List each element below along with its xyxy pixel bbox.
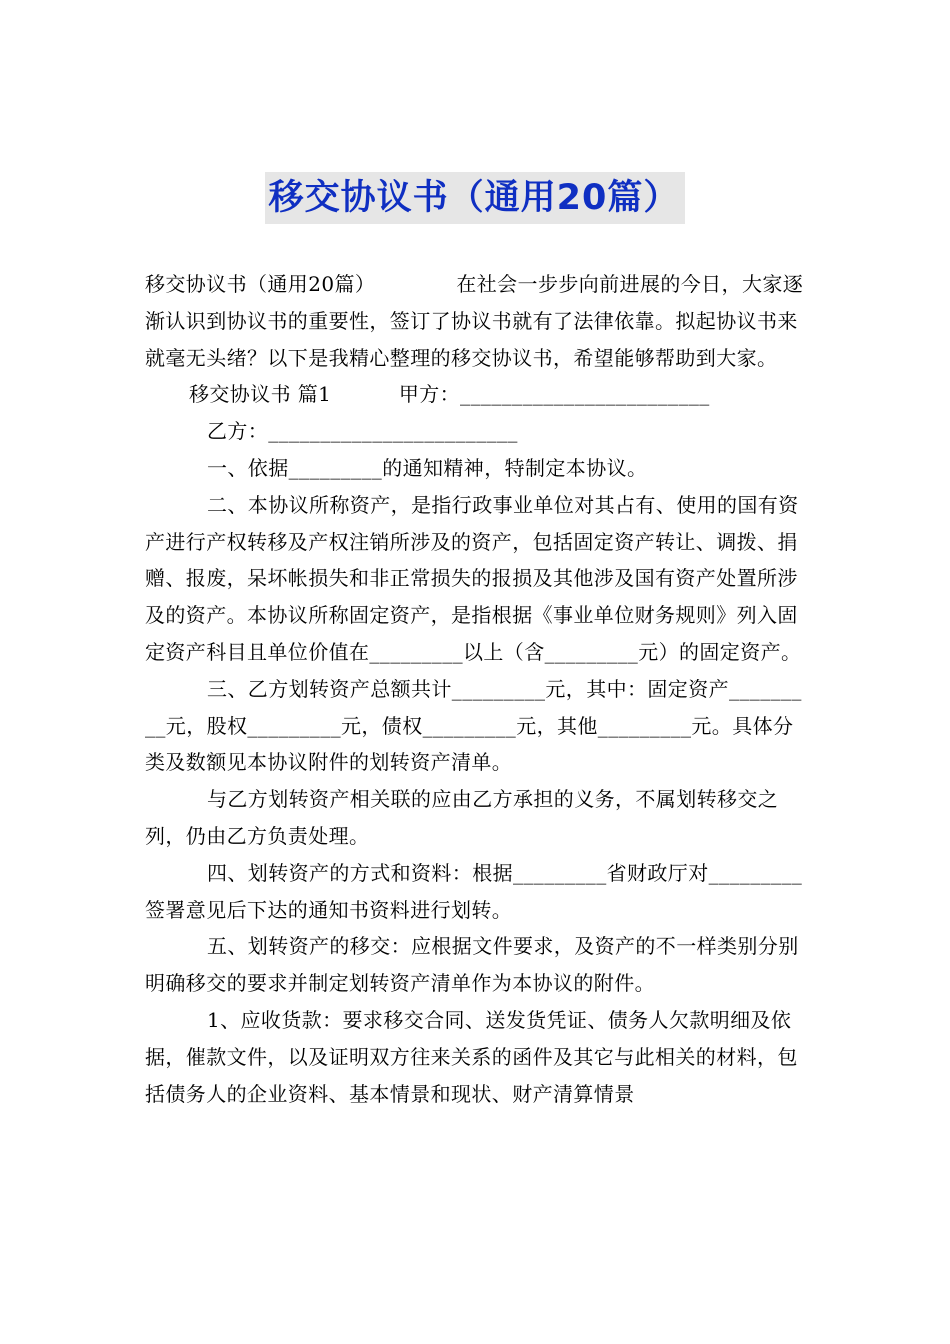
clause-2: 二、本协议所称资产，是指行政事业单位对其占有、使用的国有资产进行产权转移及产权注销所涉及的资产，包括固定资产转让、调拨、捐赠、报废，呆坏帐损失和非正常损失的报损及其他涉及国有资产处置所涉及的资产。本协议所称固定资产，是指根据《事业单位财务规则》列入固定资产科目且单位价值在_________以上（含_________元）的固定资产。 xyxy=(145,492,802,664)
clause-3-note: 与乙方划转资产相关联的应由乙方承担的义务，不属划转移交之列，仍由乙方负责处理。 xyxy=(145,787,779,848)
party-b-line: 乙方：________________________ xyxy=(207,419,518,444)
party-a-line: 移交协议书 篇1 甲方：________________________ xyxy=(189,382,710,407)
intro-paragraph: 移交协议书（通用20篇） 在社会一步步向前进展的今日，大家逐渐认识到协议书的重要性，签订了协议书就有了法律依靠。拟起协议书来就毫无头绪？以下是我精心整理的移交协议书，希望能够帮助到大家。 xyxy=(145,272,804,370)
clause-5: 五、划转资产的移交：应根据文件要求，及资产的不一样类别分别明确移交的要求并制定划转资产清单作为本协议的附件。 xyxy=(145,934,799,996)
document-title-text: 移交协议书（通用20篇） xyxy=(265,172,686,224)
clause-3: 三、乙方划转资产总额共计_________元，其中：固定资产_________元，股权_________元，债权_________元，其他_________元。具体分类及数额见本协议附件的划转资产清单。 xyxy=(145,676,802,775)
document-title xyxy=(0,172,950,224)
clause-5-item-1: 1、应收货款：要求移交合同、送发货凭证、债务人欠款明细及依据，催款文件，以及证明双方往来关系的函件及其它与此相关的材料，包括债务人的企业资料、基本情景和现状、财产清算情景 xyxy=(145,1007,798,1106)
clause-1: 一、依据_________的通知精神，特制定本协议。 xyxy=(207,455,648,480)
clause-4: 四、划转资产的方式和资料：根据_________省财政厅对_________签署意见后下达的通知书资料进行划转。 xyxy=(145,860,803,922)
document-body xyxy=(145,266,809,1112)
